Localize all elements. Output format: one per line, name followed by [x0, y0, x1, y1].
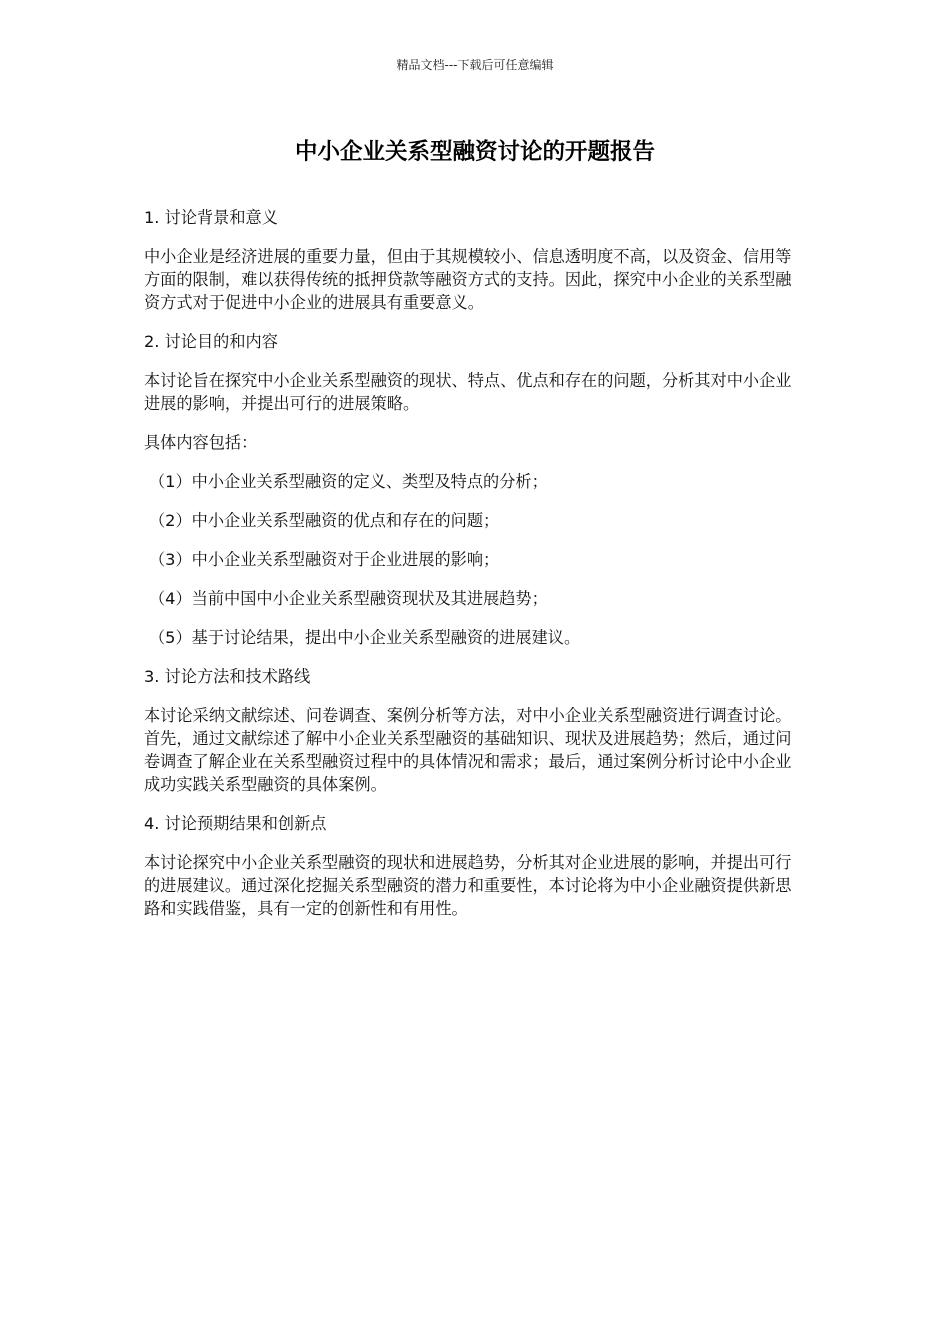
section-4-paragraph: 本讨论探究中小企业关系型融资的现状和进展趋势，分析其对企业进展的影响，并提出可行的进展建议。通过深化挖掘关系型融资的潜力和重要性，本讨论将为中小企业融资提供新思路和实践借鉴，具有一定的创新性和有用性。	[144, 853, 792, 918]
section-2-intro: 具体内容包括：	[144, 433, 258, 452]
content-list-item: （2）中小企业关系型融资的优点和存在的问题；	[149, 511, 500, 530]
section-2-heading: 2. 讨论目的和内容	[144, 332, 278, 351]
section-1-heading: 1. 讨论背景和意义	[144, 208, 278, 227]
page-header: 精品文档---下载后可任意编辑	[396, 58, 554, 72]
content-list-item: （4）当前中国中小企业关系型融资现状及其进展趋势；	[149, 589, 548, 608]
content-list-item: （1）中小企业关系型融资的定义、类型及特点的分析；	[149, 472, 548, 491]
section-2-paragraph: 本讨论旨在探究中小企业关系型融资的现状、特点、优点和存在的问题，分析其对中小企业进展的影响，并提出可行的进展策略。	[144, 371, 792, 413]
document-title: 中小企业关系型融资讨论的开题报告	[294, 139, 655, 165]
content-list-item: （5）基于讨论结果，提出中小企业关系型融资的进展建议。	[149, 628, 581, 647]
content-list-item: （3）中小企业关系型融资对于企业进展的影响；	[149, 550, 500, 569]
section-3-heading: 3. 讨论方法和技术路线	[144, 667, 311, 686]
section-4-heading: 4. 讨论预期结果和创新点	[144, 814, 327, 833]
document-body	[144, 206, 796, 936]
section-3-paragraph: 本讨论采纳文献综述、问卷调查、案例分析等方法，对中小企业关系型融资进行调查讨论。首先，通过文献综述了解中小企业关系型融资的基础知识、现状及进展趋势；然后，通过问卷调查了解企业在关系型融资过程中的具体情况和需求；最后，通过案例分析讨论中小企业成功实践关系型融资的具体案例。	[144, 706, 792, 794]
section-1-paragraph: 中小企业是经济进展的重要力量，但由于其规模较小、信息透明度不高，以及资金、信用等方面的限制，难以获得传统的抵押贷款等融资方式的支持。因此，探究中小企业的关系型融资方式对于促进中小企业的进展具有重要意义。	[144, 247, 792, 312]
